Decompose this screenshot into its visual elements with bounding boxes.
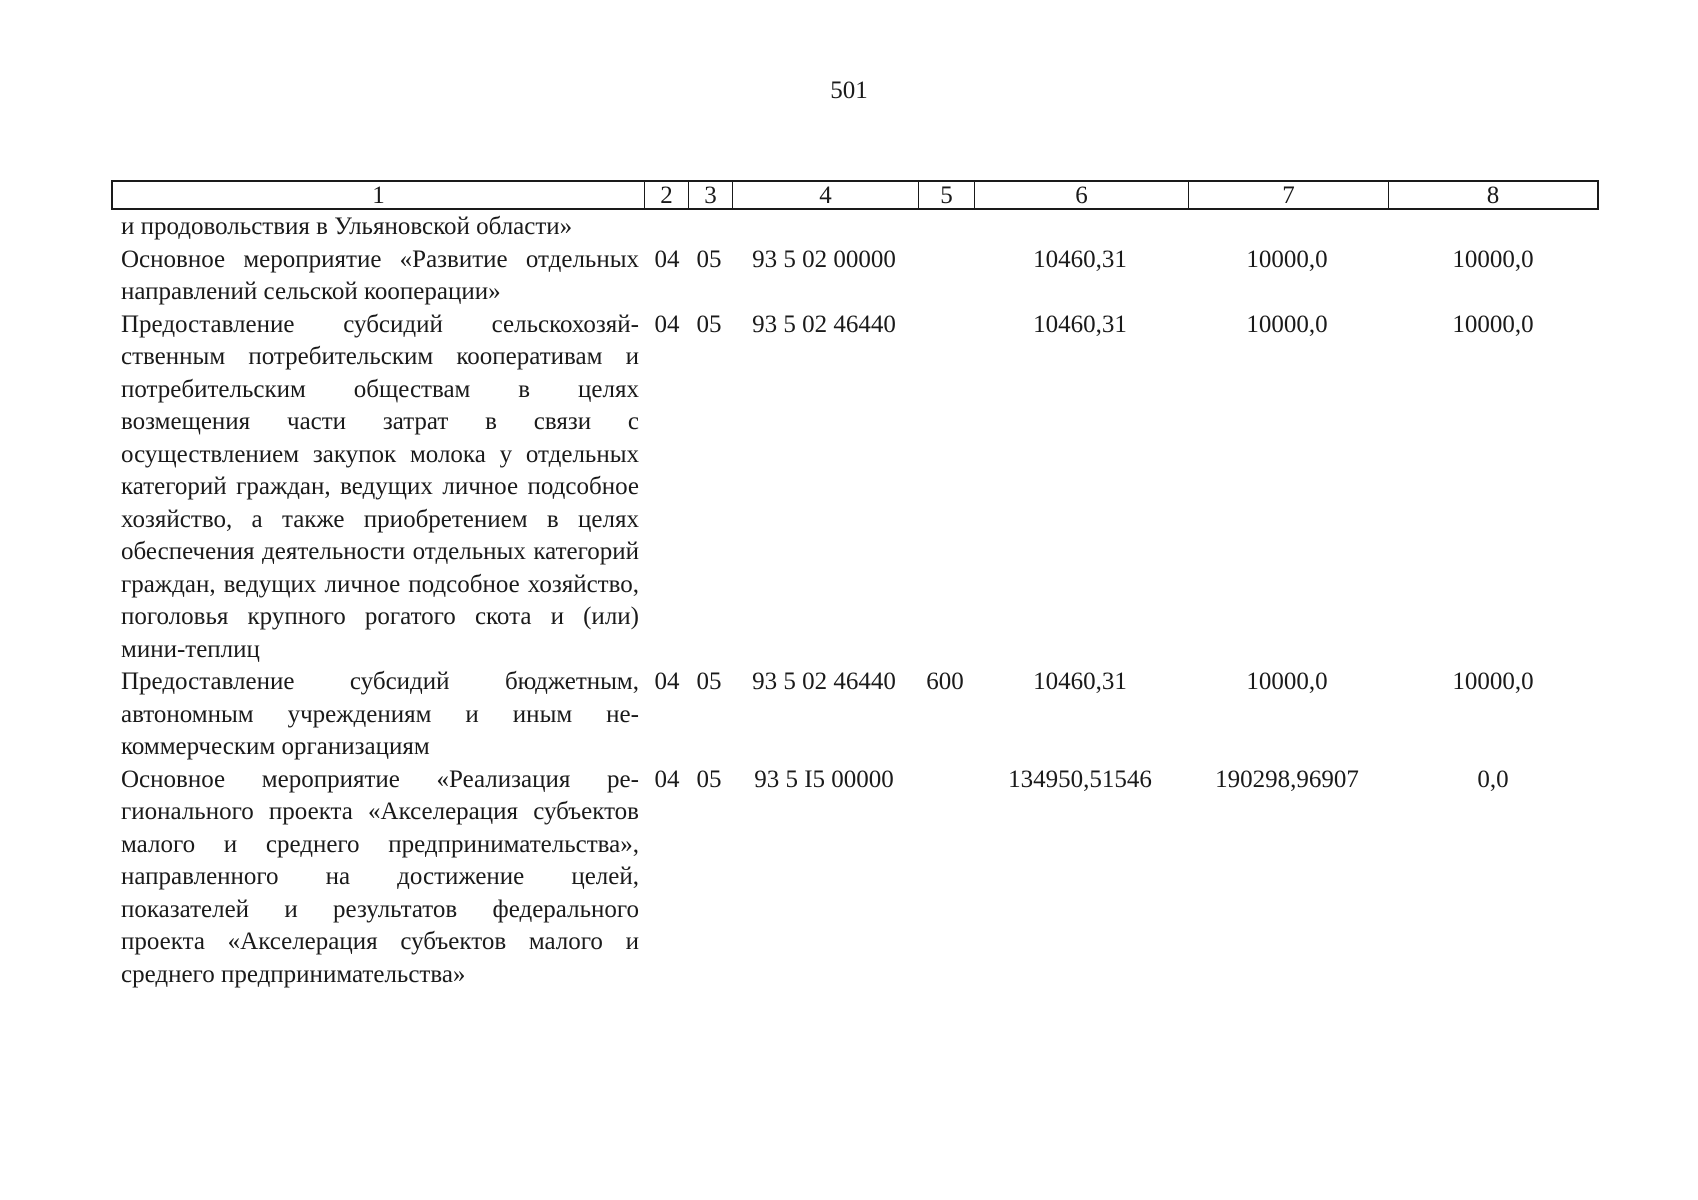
- row-amount-col6: 10460,31: [1033, 310, 1127, 338]
- row-section-code: 04: [654, 668, 680, 695]
- row-amount-col6: 10460,31: [1033, 245, 1127, 273]
- header-col-2: 2: [645, 182, 689, 208]
- row-expense-type: [917, 764, 973, 992]
- row-description: и продовольствия в Ульяновской области»: [121, 213, 573, 240]
- row-amount-col8: 10000,0: [1452, 245, 1534, 273]
- table-body: [111, 211, 1599, 991]
- table-row: [111, 309, 1599, 667]
- table-row: [111, 764, 1599, 992]
- row-amount-col6: 134950,51546: [1008, 765, 1152, 793]
- header-col-4: 4: [733, 182, 919, 208]
- header-col-8: 8: [1486, 182, 1500, 209]
- row-subsection-code: 05: [696, 310, 722, 338]
- header-col-6: 6: [975, 182, 1189, 208]
- row-target-article: 93 5 02 00000: [752, 245, 896, 273]
- row-expense-type: 600: [926, 668, 964, 695]
- row-amount-col8: 10000,0: [1452, 310, 1534, 338]
- row-description: Основное мероприятие «Реализация регионального проекта «Акселерация субъектов малого и среднего предпринимательства», направленного на достижение целей, показателей и результатов федерального проекта «Акселерация субъектов малого и среднего предпринимательства»: [121, 765, 639, 988]
- row-amount-col7: 10000,0: [1246, 245, 1328, 273]
- row-description: Основное мероприятие «Развитие отдельных направлений сельской кооперации»: [121, 245, 639, 305]
- row-subsection-code: 05: [696, 765, 722, 793]
- row-amount-col8: [1387, 211, 1599, 244]
- row-amount-col8: 10000,0: [1452, 668, 1534, 695]
- header-col-3: 3: [689, 182, 733, 208]
- table-row: [111, 244, 1599, 309]
- header-col-7: 7: [1189, 182, 1389, 208]
- row-amount-col7: 10000,0: [1246, 668, 1328, 695]
- row-expense-type: [917, 211, 973, 244]
- row-section-code: [643, 211, 687, 244]
- row-amount-col8: 0,0: [1477, 765, 1509, 793]
- row-description: Предоставление субсидий сельскохозяйственным потребительским кооперативам и потребительским обществам в целях возмещения части затрат в связи с осуществлением закупок молока у отдельных категорий граждан, ведущих личное подсобное хозяйство, а также приобретением в целях обеспечения деятельности отдельных категорий граждан, ведущих личное подсобное хозяйство, поголовья крупного рогатого скота и (или) мини-теплиц: [121, 310, 639, 663]
- row-target-article: [731, 211, 917, 244]
- row-section-code: 04: [654, 765, 680, 793]
- row-subsection-code: 05: [696, 245, 722, 273]
- table-header-row: [111, 180, 1599, 210]
- row-amount-col6: 10460,31: [1033, 668, 1127, 695]
- row-target-article: 93 5 I5 00000: [754, 765, 894, 793]
- row-amount-col6: [973, 211, 1187, 244]
- page-number: 501: [830, 77, 868, 104]
- header-col-5: 5: [919, 182, 975, 208]
- table-row: [111, 666, 1599, 764]
- row-target-article: 93 5 02 46440: [752, 668, 896, 695]
- row-amount-col7: [1187, 211, 1387, 244]
- row-amount-col7: 190298,96907: [1215, 765, 1359, 793]
- row-target-article: 93 5 02 46440: [752, 310, 896, 338]
- row-expense-type: [917, 309, 973, 667]
- row-subsection-code: 05: [696, 668, 722, 695]
- row-section-code: 04: [654, 310, 680, 338]
- table-row: [111, 211, 1599, 244]
- row-section-code: 04: [654, 245, 680, 273]
- row-amount-col7: 10000,0: [1246, 310, 1328, 338]
- row-subsection-code: [687, 211, 731, 244]
- row-expense-type: [917, 244, 973, 309]
- header-col-1: 1: [113, 182, 645, 208]
- row-description: Предоставление субсидий бюджетным, автономным учреждениям и иным некоммерческим организациям: [121, 668, 639, 760]
